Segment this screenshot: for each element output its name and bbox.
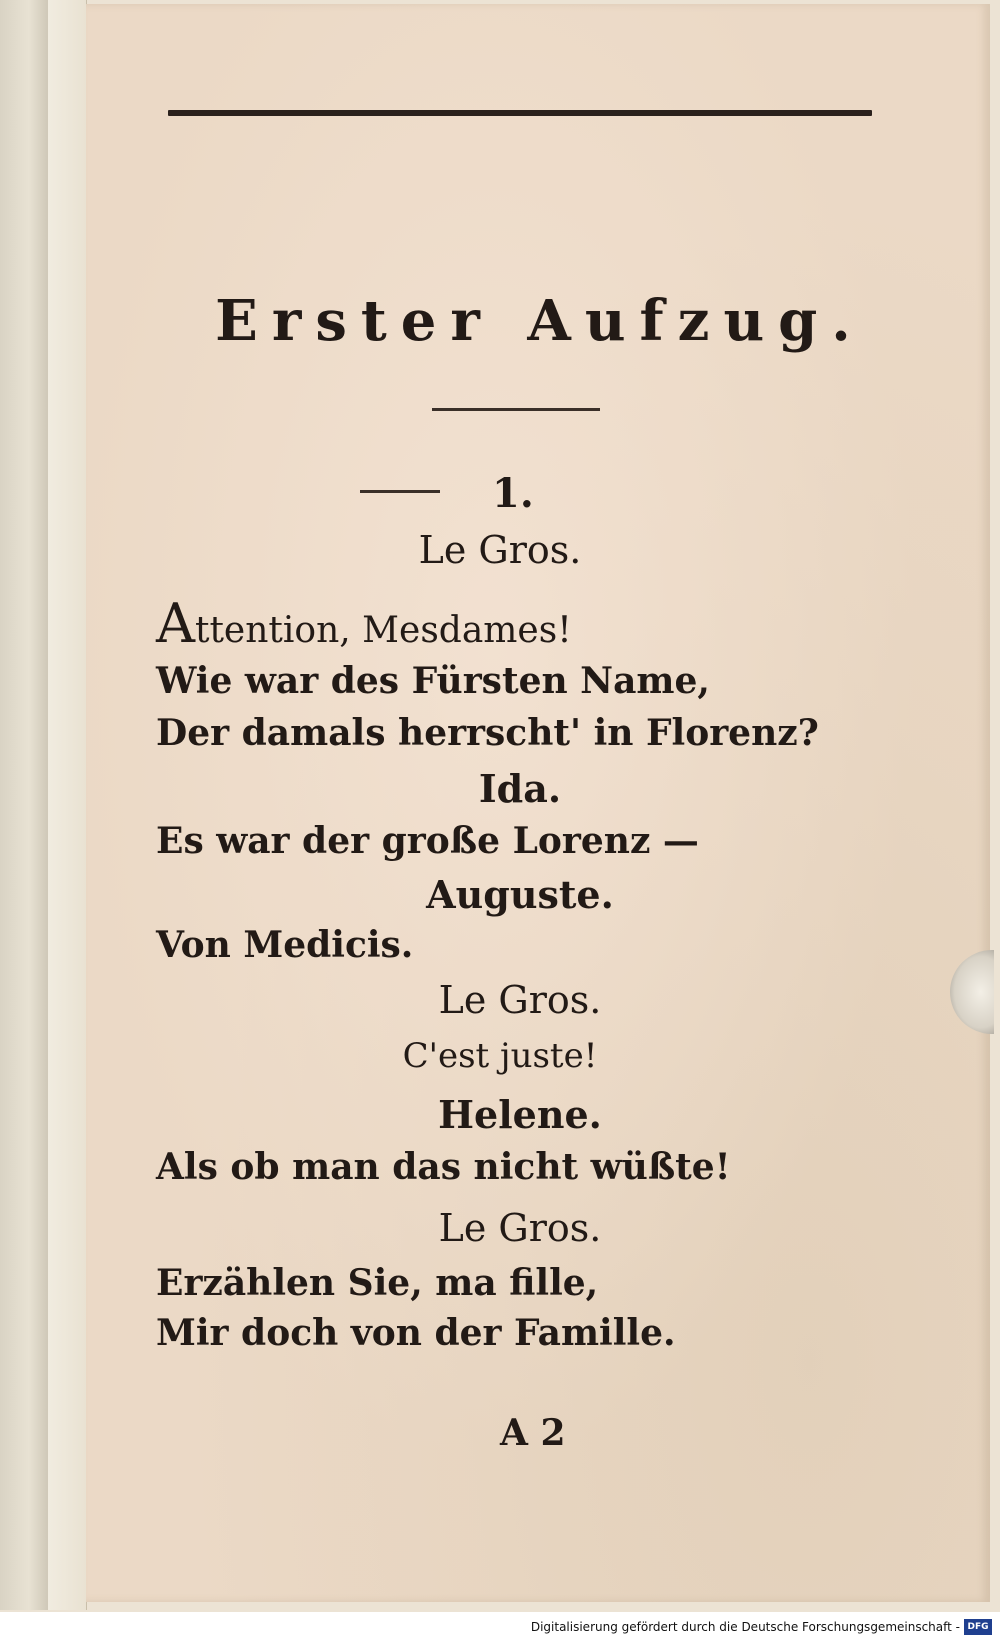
- speaker-le-gros-1: Le Gros.: [418, 528, 582, 572]
- speaker-helene: Helene.: [438, 1092, 602, 1137]
- speaker-le-gros-2: Le Gros.: [438, 978, 602, 1022]
- verse-line: Mir doch von der Famille.: [156, 1312, 676, 1354]
- footer-bar: [0, 1612, 1000, 1644]
- verse-line-attention: [156, 592, 1000, 655]
- speaker-auguste: Auguste.: [426, 872, 614, 917]
- speaker-le-gros-3: Le Gros.: [438, 1206, 602, 1250]
- drop-cap: A: [156, 592, 195, 655]
- verse-line: C'est juste!: [402, 1036, 598, 1076]
- act-title: Erster Aufzug.: [215, 288, 865, 354]
- speaker-ida: Ida.: [478, 766, 562, 811]
- scene-number: 1.: [492, 470, 534, 517]
- footer-credit: Digitalisierung gefördert durch die Deutsche Forschungsgemeinschaft -: [530, 1620, 960, 1634]
- dfg-logo: DFG: [964, 1619, 992, 1635]
- scene-dash: [360, 490, 440, 493]
- verse-line: Erzählen Sie, ma fille,: [156, 1262, 599, 1304]
- signature-mark: A 2: [500, 1412, 566, 1454]
- verse-line: Wie war des Fürsten Name,: [156, 660, 710, 702]
- verse-line: Der damals herrscht' in Florenz?: [156, 712, 819, 754]
- verse-text: ttention, Mesdames!: [195, 610, 572, 651]
- verse-line: Als ob man das nicht wüßte!: [156, 1146, 731, 1188]
- verse-line: Es war der große Lorenz —: [156, 820, 699, 862]
- header-rule: [168, 110, 872, 116]
- scene-number-row: [0, 470, 1000, 520]
- title-rule: [432, 408, 600, 411]
- verse-line: Von Medicis.: [156, 924, 414, 966]
